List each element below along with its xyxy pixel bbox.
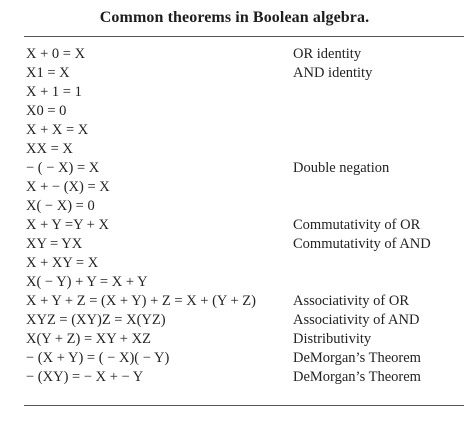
- top-rule: [24, 36, 464, 37]
- theorem-expression: X( − Y) + Y = X + Y: [26, 274, 148, 290]
- theorem-name: DeMorgan’s Theorem: [293, 350, 421, 366]
- theorem-expression: X + − (X) = X: [26, 179, 110, 195]
- theorem-expression: X + XY = X: [26, 255, 99, 271]
- theorem-expression: XYZ = (XY)Z = X(YZ): [26, 312, 166, 328]
- theorem-expression: − (X + Y) = ( − X)( − Y): [26, 350, 170, 366]
- theorem-expression: X(Y + Z) = XY + XZ: [26, 331, 151, 347]
- table-row: [26, 83, 466, 102]
- theorem-table: [26, 45, 466, 387]
- table-row: [26, 45, 466, 64]
- table-row: [26, 254, 466, 273]
- theorem-expression: X( − X) = 0: [26, 198, 95, 214]
- theorem-expression: X + Y =Y + X: [26, 217, 109, 233]
- theorem-expression: X1 = X: [26, 65, 70, 81]
- theorem-name: Associativity of OR: [293, 293, 409, 309]
- theorem-name: Distributivity: [293, 331, 372, 347]
- theorem-name: Double negation: [293, 160, 390, 176]
- table-row: [26, 273, 466, 292]
- theorem-expression: − ( − X) = X: [26, 160, 100, 176]
- table-row: [26, 102, 466, 121]
- theorem-expression: X + Y + Z = (X + Y) + Z = X + (Y + Z): [26, 293, 256, 309]
- table-row: [26, 311, 466, 330]
- table-row: [26, 64, 466, 83]
- table-row: [26, 197, 466, 216]
- table-row: [26, 349, 466, 368]
- theorem-name: Associativity of AND: [293, 312, 420, 328]
- theorem-name: DeMorgan’s Theorem: [293, 369, 421, 385]
- theorem-expression: − (XY) = − X + − Y: [26, 369, 144, 385]
- table-row: [26, 140, 466, 159]
- theorem-expression: XY = YX: [26, 236, 83, 252]
- table-row: [26, 292, 466, 311]
- theorem-expression: X + 1 = 1: [26, 84, 82, 100]
- table-row: [26, 330, 466, 349]
- table-caption: Common theorems in Boolean algebra.: [99, 9, 370, 26]
- theorem-name: AND identity: [293, 65, 373, 81]
- table-row: [26, 178, 466, 197]
- theorem-expression: XX = X: [26, 141, 73, 157]
- table-row: [26, 159, 466, 178]
- theorem-expression: X0 = 0: [26, 103, 67, 119]
- theorem-name: Commutativity of OR: [293, 217, 421, 233]
- theorem-name: Commutativity of AND: [293, 236, 431, 252]
- theorem-expression: X + 0 = X: [26, 46, 86, 62]
- table-row: [26, 121, 466, 140]
- table-row: [26, 216, 466, 235]
- theorem-expression: X + X = X: [26, 122, 89, 138]
- theorem-name: OR identity: [293, 46, 362, 62]
- table-row: [26, 368, 466, 387]
- bottom-rule: [24, 405, 464, 406]
- table-row: [26, 235, 466, 254]
